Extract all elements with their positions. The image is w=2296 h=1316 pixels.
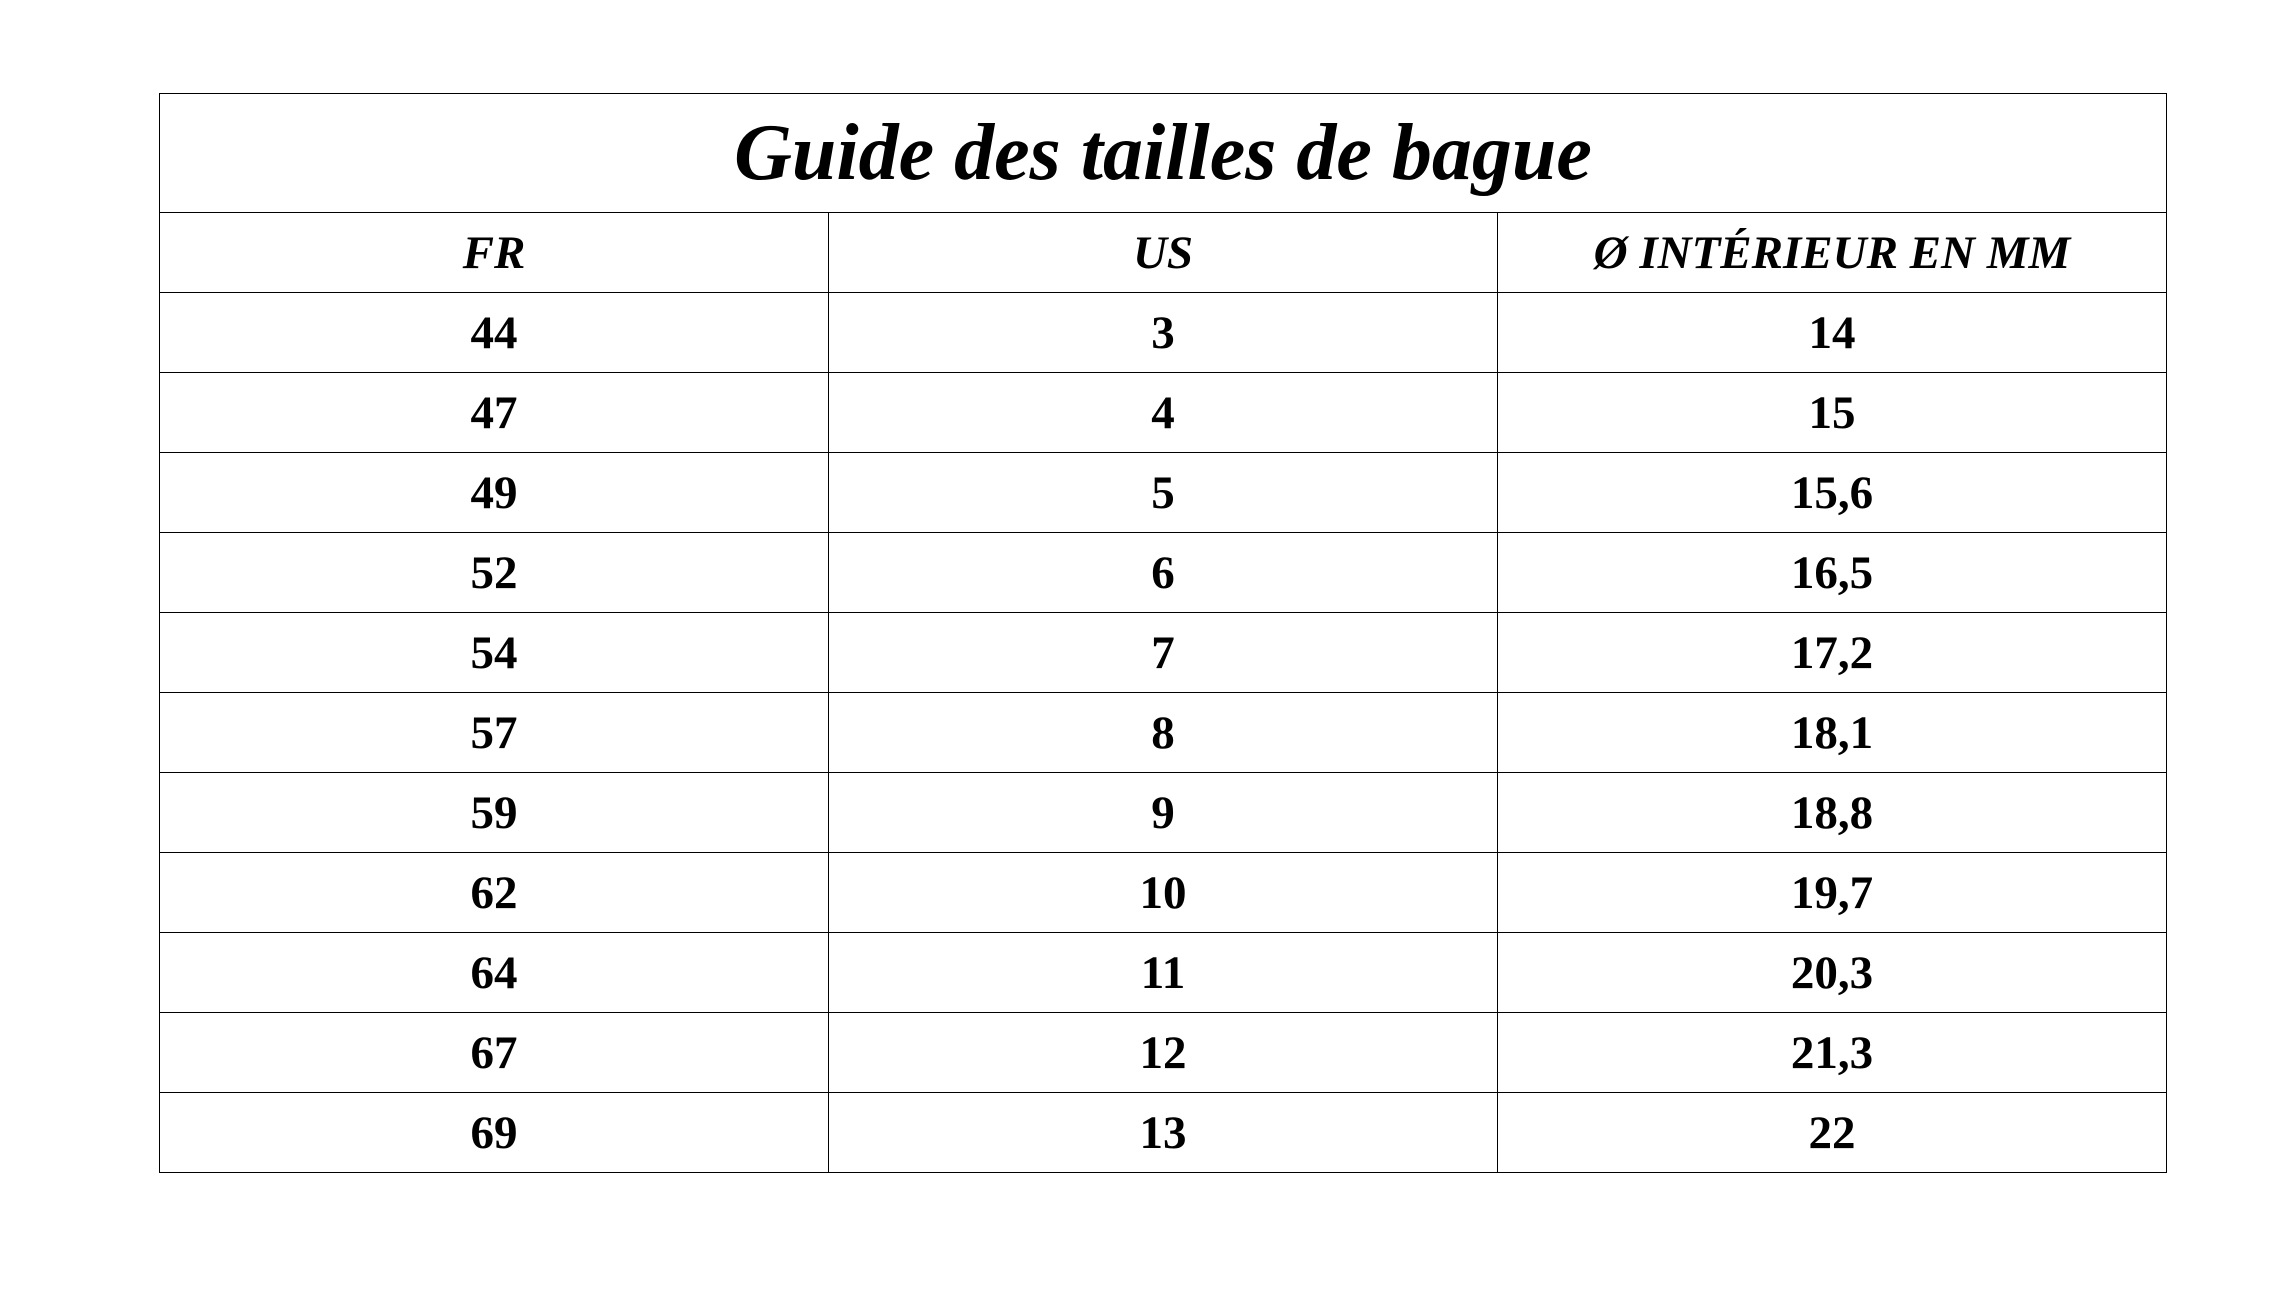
table-row — [160, 1093, 2167, 1173]
cell-us: 9 — [829, 773, 1498, 853]
table-row — [160, 453, 2167, 533]
table-row — [160, 693, 2167, 773]
table-row — [160, 373, 2167, 453]
cell-diameter-mm: 17,2 — [1498, 613, 2167, 693]
cell-fr: 57 — [160, 693, 829, 773]
cell-fr: 64 — [160, 933, 829, 1013]
cell-us: 7 — [829, 613, 1498, 693]
table-row — [160, 1013, 2167, 1093]
ring-size-table — [159, 93, 2167, 1173]
column-header-inner-diameter: Ø INTÉRIEUR EN MM — [1498, 213, 2167, 293]
cell-fr: 52 — [160, 533, 829, 613]
table-row — [160, 293, 2167, 373]
cell-fr: 59 — [160, 773, 829, 853]
cell-diameter-mm: 21,3 — [1498, 1013, 2167, 1093]
cell-diameter-mm: 18,1 — [1498, 693, 2167, 773]
column-header-us: US — [829, 213, 1498, 293]
cell-diameter-mm: 14 — [1498, 293, 2167, 373]
cell-us: 12 — [829, 1013, 1498, 1093]
cell-us: 8 — [829, 693, 1498, 773]
cell-fr: 49 — [160, 453, 829, 533]
cell-diameter-mm: 16,5 — [1498, 533, 2167, 613]
cell-diameter-mm: 15 — [1498, 373, 2167, 453]
cell-us: 5 — [829, 453, 1498, 533]
cell-us: 3 — [829, 293, 1498, 373]
title-row — [160, 94, 2167, 213]
table-row — [160, 613, 2167, 693]
cell-fr: 62 — [160, 853, 829, 933]
cell-fr: 67 — [160, 1013, 829, 1093]
cell-fr: 69 — [160, 1093, 829, 1173]
header-row — [160, 213, 2167, 293]
table-title: Guide des tailles de bague — [160, 94, 2167, 213]
cell-us: 10 — [829, 853, 1498, 933]
cell-fr: 54 — [160, 613, 829, 693]
table-row — [160, 773, 2167, 853]
cell-diameter-mm: 19,7 — [1498, 853, 2167, 933]
cell-diameter-mm: 18,8 — [1498, 773, 2167, 853]
cell-diameter-mm: 22 — [1498, 1093, 2167, 1173]
table-row — [160, 853, 2167, 933]
cell-fr: 47 — [160, 373, 829, 453]
cell-diameter-mm: 20,3 — [1498, 933, 2167, 1013]
cell-us: 13 — [829, 1093, 1498, 1173]
cell-us: 11 — [829, 933, 1498, 1013]
column-header-fr: FR — [160, 213, 829, 293]
cell-fr: 44 — [160, 293, 829, 373]
table-row — [160, 533, 2167, 613]
cell-us: 6 — [829, 533, 1498, 613]
cell-diameter-mm: 15,6 — [1498, 453, 2167, 533]
table-row — [160, 933, 2167, 1013]
cell-us: 4 — [829, 373, 1498, 453]
